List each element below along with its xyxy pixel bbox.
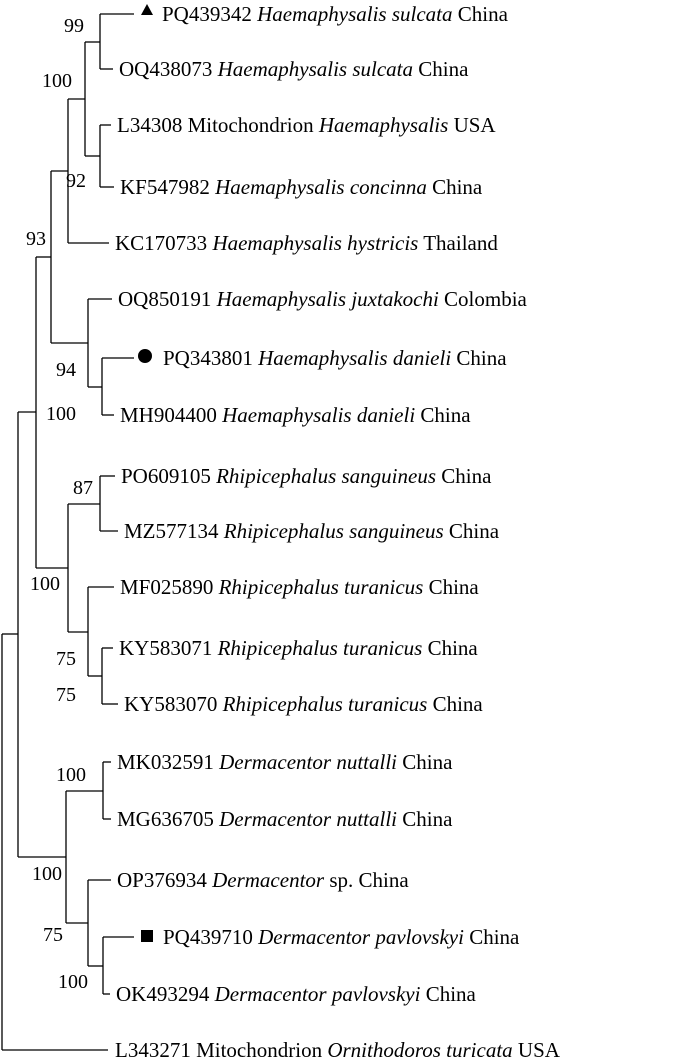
leaf-label: MZ577134 Rhipicephalus sanguineus China	[124, 519, 500, 543]
circle-marker-icon	[138, 349, 152, 363]
leaf-label: MG636705 Dermacentor nuttalli China	[117, 807, 453, 831]
leaf-label: OK493294 Dermacentor pavlovskyi China	[116, 982, 476, 1006]
leaf-label: MH904400 Haemaphysalis danieli China	[120, 403, 471, 427]
leaf-label: PQ439342 Haemaphysalis sulcata China	[162, 2, 508, 26]
leaf-label: PO609105 Rhipicephalus sanguineus China	[121, 464, 492, 488]
bootstrap-value: 100	[46, 403, 76, 425]
triangle-marker-icon	[141, 4, 153, 15]
leaf-label: KC170733 Haemaphysalis hystricis Thailand	[115, 231, 498, 255]
leaf-label: KF547982 Haemaphysalis concinna China	[120, 175, 483, 199]
leaf-label: KY583070 Rhipicephalus turanicus China	[124, 692, 483, 716]
bootstrap-value: 100	[32, 863, 62, 885]
leaf-label: OQ438073 Haemaphysalis sulcata China	[119, 57, 469, 81]
bootstrap-value: 99	[64, 15, 84, 37]
bootstrap-value: 100	[30, 573, 60, 595]
bootstrap-value: 92	[66, 170, 86, 192]
leaf-labels	[115, 2, 561, 1058]
bootstrap-value: 100	[42, 70, 72, 92]
bootstrap-value: 75	[56, 648, 76, 670]
bootstrap-value: 94	[56, 359, 76, 381]
square-marker-icon	[141, 930, 153, 942]
leaf-label: KY583071 Rhipicephalus turanicus China	[119, 636, 478, 660]
leaf-label: L34308 Mitochondrion Haemaphysalis USA	[117, 113, 496, 137]
leaf-label: OQ850191 Haemaphysalis juxtakochi Colombia	[118, 287, 527, 311]
bootstrap-value: 100	[58, 971, 88, 993]
bootstrap-value: 75	[43, 924, 63, 946]
leaf-label: OP376934 Dermacentor sp. China	[117, 868, 409, 892]
bootstrap-value: 100	[56, 764, 86, 786]
bootstrap-value: 93	[26, 228, 46, 250]
bootstrap-value: 87	[73, 477, 93, 499]
bootstrap-value: 75	[56, 684, 76, 706]
leaf-label: L343271 Mitochondrion Ornithodoros turicata USA	[115, 1038, 560, 1058]
leaf-label: MK032591 Dermacentor nuttalli China	[117, 750, 453, 774]
leaf-label: MF025890 Rhipicephalus turanicus China	[120, 575, 479, 599]
leaf-label: PQ343801 Haemaphysalis danieli China	[163, 346, 507, 370]
leaf-label: PQ439710 Dermacentor pavlovskyi China	[163, 925, 520, 949]
